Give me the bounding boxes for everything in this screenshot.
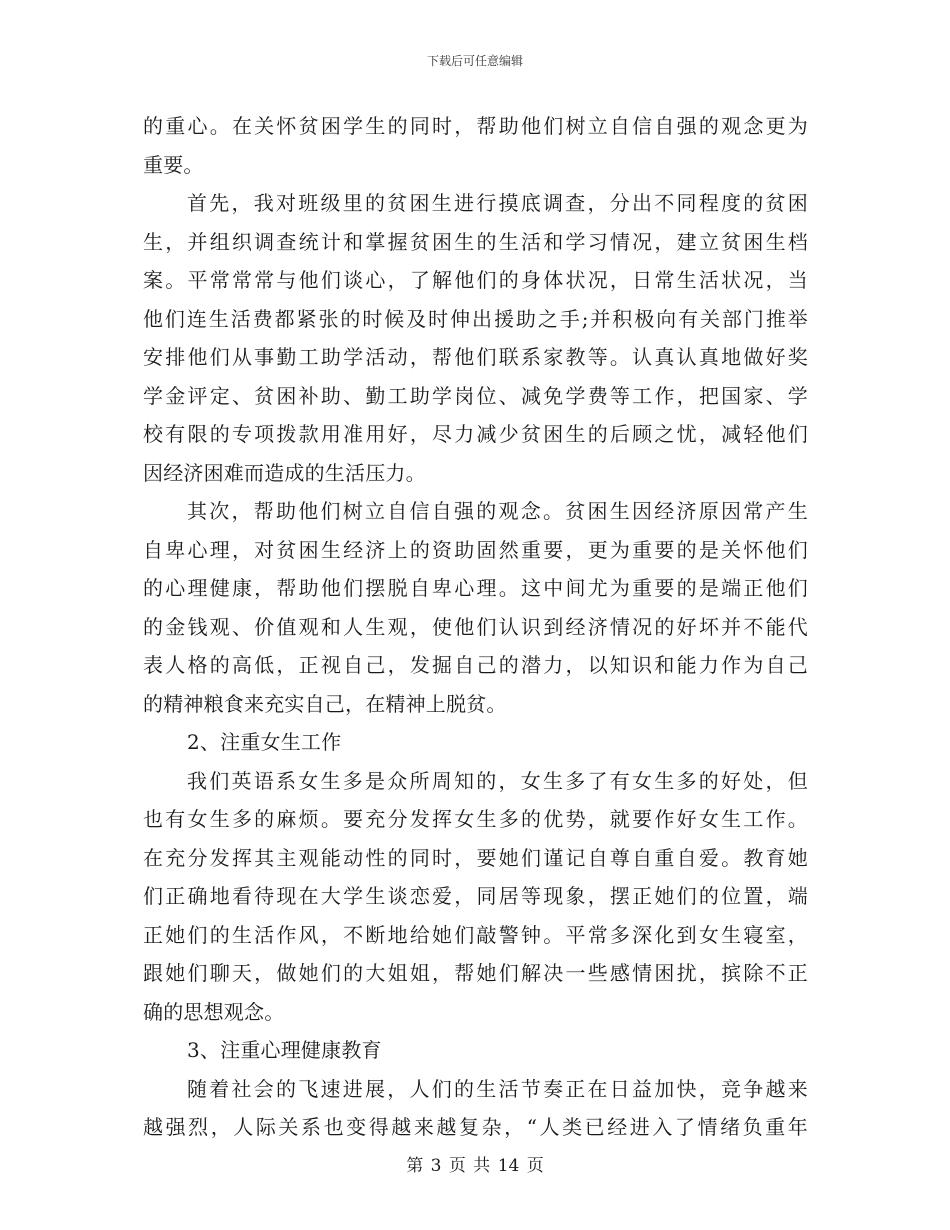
text-line: 安排他们从事勤工助学活动，帮他们联系家教等。认真认真地做好奖 xyxy=(143,345,808,369)
page-number-footer: 第 3 页 共 14 页 xyxy=(406,1156,544,1176)
text-line: 越强烈，人际关系也变得越来越复杂，“人类已经进入了情绪负重年 xyxy=(143,1115,808,1139)
text-line: 的心理健康，帮助他们摆脱自卑心理。这中间尤为重要的是端正他们 xyxy=(143,576,808,600)
text-line: 自卑心理，对贫困生经济上的资助固然重要，更为重要的是关怀他们 xyxy=(143,537,808,562)
text-line: 表人格的高低，正视自己，发掘自己的潜力，以知识和能力作为自己 xyxy=(143,653,808,677)
text-line: 也有女生多的麻烦。要充分发挥女生多的优势，就要作好女生工作。 xyxy=(143,807,808,831)
text-line: 我们英语系女生多是众所周知的，女生多了有女生多的好处，但 xyxy=(187,768,808,793)
text-line: 随着社会的飞速进展，人们的生活节奏正在日益加快，竞争越来 xyxy=(187,1076,808,1101)
text-line: 校有限的专项拨款用准用好，尽力减少贫困生的后顾之忧，减轻他们 xyxy=(143,422,808,446)
text-line: 正她们的生活作风，不断地给她们敲警钟。平常多深化到女生寝室， xyxy=(143,922,808,947)
text-line: 重要。 xyxy=(143,152,204,177)
text-line: 生，并组织调查统计和掌握贫困生的生活和学习情况，建立贫困生档 xyxy=(143,229,808,254)
text-line: 因经济困难而造成的生活压力。 xyxy=(143,460,426,485)
text-line: 的精神粮食来充实自己，在精神上脱贫。 xyxy=(143,691,507,716)
page-header-note: 下载后可任意编辑 xyxy=(426,54,523,68)
section-heading: 2、注重女生工作 xyxy=(187,730,342,754)
text-line: 其次，帮助他们树立自信自强的观念。贫困生因经济原因常产生 xyxy=(187,499,808,523)
text-line: 跟她们聊天，做她们的大姐姐，帮她们解决一些感情困扰，摈除不正 xyxy=(143,961,808,985)
text-line: 他们连生活费都紧张的时候及时伸出援助之手;并积极向有关部门推举 xyxy=(143,306,808,331)
section-heading: 3、注重心理健康教育 xyxy=(187,1038,382,1062)
text-line: 首先，我对班级里的贫困生进行摸底调查，分出不同程度的贫困 xyxy=(187,191,808,215)
text-line: 确的思想观念。 xyxy=(143,999,285,1024)
text-line: 学金评定、贫困补助、勤工助学岗位、减免学费等工作，把国家、学 xyxy=(143,383,808,408)
document-body xyxy=(143,107,808,1147)
text-line: 的金钱观、价值观和人生观，使他们认识到经济情况的好坏并不能代 xyxy=(143,614,808,639)
text-line: 在充分发挥其主观能动性的同时，要她们谨记自尊自重自爱。教育她 xyxy=(143,845,808,870)
text-line: 的重心。在关怀贫困学生的同时，帮助他们树立自信自强的观念更为 xyxy=(143,114,808,138)
text-line: 案。平常常常与他们谈心，了解他们的身体状况，日常生活状况，当 xyxy=(143,268,808,292)
text-line: 们正确地看待现在大学生谈恋爱，同居等现象，摆正她们的位置，端 xyxy=(143,884,808,908)
